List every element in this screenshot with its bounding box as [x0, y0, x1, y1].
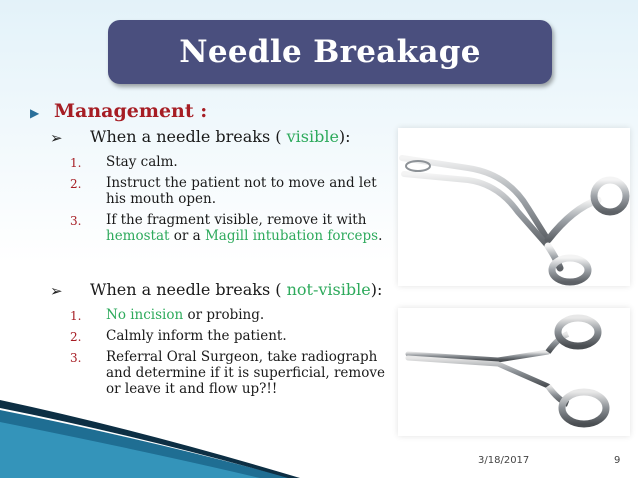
notvisible-heading-pre: When a needle breaks ( [90, 280, 287, 299]
list-item [30, 212, 400, 244]
notvisible-steps-list [30, 307, 400, 397]
visible-heading [30, 126, 400, 150]
list-item [30, 328, 400, 344]
list-text: or probing. [183, 307, 265, 323]
list-item [30, 175, 400, 207]
list-text: If the fragment visible, remove it with [106, 212, 367, 228]
list-number: 3. [70, 214, 82, 228]
list-text-end: . [378, 228, 383, 244]
list-text: Referral Oral Surgeon, take radiograph and determine if it is superficial, remove or leave it and flow up?!! [106, 349, 385, 397]
list-number: 3. [70, 351, 82, 365]
list-text-mid: or a [169, 228, 205, 244]
list-text: Stay calm. [106, 154, 178, 170]
list-number: 1. [70, 309, 82, 323]
list-number: 1. [70, 156, 82, 170]
footer-date: 3/18/2017 [478, 455, 530, 466]
slide-content [30, 100, 400, 402]
no-incision-term: No incision [106, 307, 184, 323]
list-item [30, 349, 400, 397]
management-heading [30, 100, 400, 126]
visible-steps-list [30, 154, 400, 244]
triangle-bullet-icon: ▶ [30, 106, 40, 120]
slide-title-box [108, 20, 552, 84]
notvisible-heading-post: ): [370, 280, 383, 299]
management-label: Management : [54, 100, 208, 122]
slide-title: Needle Breakage [179, 34, 481, 70]
visible-heading-post: ): [338, 127, 351, 146]
visible-heading-pre: When a needle breaks ( [90, 127, 287, 146]
list-number: 2. [70, 177, 82, 191]
notvisible-heading [30, 279, 400, 303]
magill-forceps-term: Magill intubation forceps [204, 228, 379, 244]
arrow-bullet-icon: ➢ [50, 129, 63, 147]
visible-heading-keyword: visible [286, 127, 339, 146]
list-item [30, 154, 400, 170]
notvisible-heading-keyword: not-visible [286, 280, 371, 299]
list-text: Calmly inform the patient. [106, 328, 287, 344]
list-number: 2. [70, 330, 82, 344]
decorative-swoosh [0, 400, 300, 478]
hemostat-term: hemostat [106, 228, 170, 244]
list-item [30, 307, 400, 323]
page-number: 9 [614, 455, 621, 466]
hemostat-icon [398, 308, 630, 436]
list-text: Instruct the patient not to move and let his mouth open. [106, 175, 377, 207]
magill-forceps-image [398, 128, 630, 286]
hemostat-image [398, 308, 630, 436]
arrow-bullet-icon: ➢ [50, 282, 63, 300]
magill-forceps-icon [398, 128, 630, 286]
